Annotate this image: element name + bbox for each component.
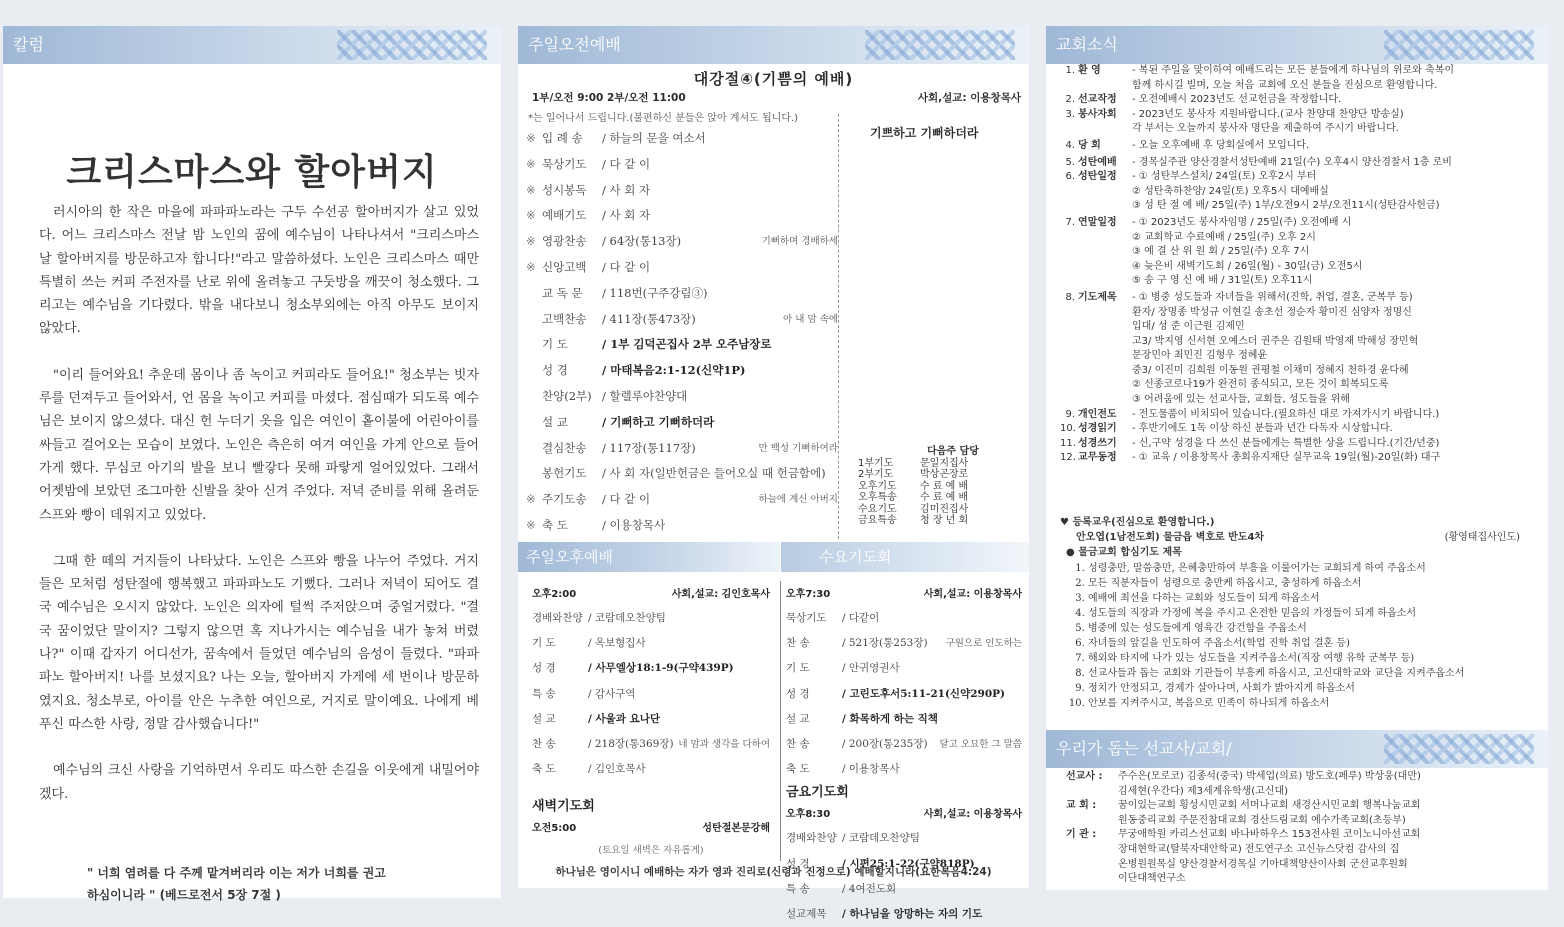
mission-names: 장대현학교(탈북자대안학교) 전도연구소 고신뉴스닷컴 감사의 집	[1118, 843, 1400, 855]
news-item	[1060, 64, 1540, 79]
hymn-title: 하늘에 계신 아버지	[758, 494, 838, 506]
mission-category: 기 관 :	[1066, 829, 1097, 841]
order-label: 결심찬송	[542, 440, 587, 455]
registration-entry: 안오엽(1남전도회) 물금읍 벽호로 반도4차	[1076, 531, 1265, 543]
column-panel	[3, 26, 501, 902]
essay-paragraph: 그때 한 떼의 거지들이 나타났다. 노인은 스프와 빵을 나누어 주었다. 거지들은 모처럼 성탄절에 행복했고 파파파노도 기뻤다. 그러나 저녁이 되어도 결국 예수님은 오시지 않았다. 노인은 의자에 털썩 주저앉으며 중얼거렸다. "결국 꿈이었단 말이지? 그렇지 않으면 혹 지나가시는 예수님을 내가 놓쳐 버렸나?" 이때 갑자기 어디선가, 꿈속에서 들었던 예수님의 음성이 들렸다. "파파파노 할아버지! 나를 보셨지요? 나는 오늘, 할아버지 가게에 세 번이나 방문하였지요. 청소부로, 아이를 안은 누추한 여인으로, 거지로 말이예요. 나에게 베푸신 따스한 사랑, 정말 감사했습니다!"	[39, 553, 479, 732]
order-row	[526, 410, 838, 436]
order-label: 주기도송	[542, 492, 587, 507]
order-value: / 감사구역	[588, 687, 636, 700]
order-value: / 김인호목사	[588, 763, 646, 776]
morning-service-leader: 사회,설교: 이용창목사	[917, 92, 1021, 104]
news-item	[1060, 139, 1540, 154]
news-key: 기도제목	[1078, 291, 1117, 303]
prayer-item: 3. 예배에 최선을 다하는 교회와 성도들이 되게 하옵소서	[1088, 591, 1540, 606]
news-number: 4.	[1065, 139, 1075, 151]
wednesday-service-header	[781, 542, 1029, 572]
order-row	[532, 732, 770, 757]
news-subline: 문장민아 최민진 김형우 정혜윤	[1132, 350, 1268, 362]
order-value: / 마태복음2:1-12(신약1P)	[602, 363, 746, 378]
prayer-item: 1. 성령충만, 말씀충만, 은혜충만하여 부흥을 이룰어가는 교회되게 하여 주옵소서	[1088, 561, 1540, 576]
friday-leader: 사회,설교: 이용창목사	[923, 809, 1022, 821]
column-title: 크리스마스와 할아버지	[66, 152, 438, 193]
news-key: 봉사자회	[1078, 108, 1117, 120]
news-number: 3.	[1065, 108, 1075, 120]
order-value: / 118번(구주강림③)	[602, 285, 708, 300]
order-label: 교 독 문	[542, 285, 583, 300]
order-row	[532, 606, 770, 631]
order-label: 기 도	[786, 662, 810, 675]
prayer-item: 8. 선교사들과 돕는 교회와 기관들이 부흥케 하옵시고, 고신대학교와 교단을 지켜주옵소서	[1088, 666, 1540, 681]
order-label: 특 송	[786, 882, 810, 895]
order-value: / 4여전도회	[842, 882, 897, 895]
hymn-title: 아 내 맘 속에	[783, 313, 838, 325]
order-label: 찬 송	[532, 737, 556, 750]
order-value: / 이용창목사	[602, 517, 666, 532]
news-key: 성경읽기	[1078, 423, 1117, 435]
news-list	[1060, 64, 1540, 466]
afternoon-order	[532, 584, 770, 856]
news-text: - 오늘 오후예배 후 당회실에서 모입니다.	[1132, 139, 1310, 151]
standing-note: *는 일어나서 드립니다.(불편하신 분들은 앉아 계셔도 됩니다.)	[528, 113, 799, 124]
order-label: 경배와찬양	[786, 832, 837, 845]
order-label: 봉헌기도	[542, 466, 587, 481]
mission-names: 온병원원목실 양산경찰서경목실 기아대책양산이사회 군선교후원회	[1118, 858, 1408, 870]
mission-category	[1066, 858, 1118, 873]
order-row	[786, 732, 1022, 757]
order-row	[532, 682, 770, 707]
diamond-pattern-decoration	[337, 30, 487, 60]
mission-category: 교 회 :	[1066, 800, 1097, 812]
news-item	[1060, 156, 1540, 171]
order-row	[526, 332, 838, 358]
news-text: - ① 병중 성도들과 자녀들을 위해서(진학, 취업, 결혼, 군복무 등)	[1132, 291, 1413, 303]
news-number: 10.	[1060, 423, 1076, 435]
duty-row	[858, 481, 1018, 493]
order-value: / 다 같 이	[602, 492, 651, 507]
mission-names: 꿈이있는교회 횡성시민교회 서머나교회 새경산시민교회 행복나눔교회	[1118, 800, 1421, 812]
wednesday-service-header-label: 수요기도회	[819, 548, 892, 566]
dawn-prayer-title: 새벽기도회	[532, 799, 595, 815]
news-text: - 경목실주관 양산경찰서성탄예배 21일(수) 오후4시 양산경찰서 1층 로비	[1132, 156, 1452, 168]
prayer-list	[1088, 561, 1540, 711]
order-value: / 기뻐하고 기뻐하더라	[602, 414, 715, 429]
news-subline: 함께 하시길 빌며, 오늘 처음 교회에 오신 분들을 진심으로 환영합니다.	[1132, 79, 1438, 91]
order-value: / 사무엘상18:1-9(구약439P)	[588, 662, 734, 675]
order-value: / 117장(통117장)	[602, 440, 696, 455]
mission-row	[1066, 858, 1536, 873]
order-row	[786, 877, 1022, 902]
news-subline: ③ 성 탄 절 예 배/ 25일(주) 1부/오전9시 2부/오전11시(성탄감사헌금)	[1132, 200, 1440, 212]
order-row	[526, 436, 838, 462]
news-key: 개인전도	[1078, 408, 1117, 420]
news-text: - 전도물품이 비치되어 있습니다.(필요하신 대로 가져가시기 바랍니다.)	[1132, 408, 1440, 420]
duty-person: 청 장 년 회	[920, 515, 969, 526]
column-essay	[39, 201, 479, 829]
mission-row	[1066, 770, 1536, 785]
order-label: 입 례 송	[542, 131, 583, 145]
news-item	[1060, 437, 1540, 452]
duty-person: 수 료 예 배	[920, 480, 969, 492]
order-row	[526, 152, 838, 178]
registration-and-prayer	[1060, 516, 1540, 711]
prayer-item: 5. 병중에 있는 성도들에게 영육간 강건함을 주옵소서	[1088, 621, 1540, 636]
news-number: 12.	[1060, 452, 1076, 464]
order-label: 축 도	[786, 763, 810, 776]
order-row	[526, 229, 838, 255]
essay-paragraph: 러시아의 한 작은 마을에 파파파노라는 구두 수선공 할아버지가 살고 있었다. 어느 크리스마스 전날 밤 노인의 꿈에 예수님이 나타나셔서 "크리스마스 날 할아버지를 방문하고자 합니다!"라고 말씀하셨다. 노인은 크리스마스 때만 특별히 쓰는 커피 주전자를 난로 위에 올려놓고 구둣방을 깨끗이 청소했다. 그리고는 예수님을 기다렸다. 밖을 내다보니 청소부외에는 아직 아무도 보이지 않았다.	[39, 205, 479, 337]
order-label: 찬 송	[786, 637, 810, 650]
standing-mark: ※	[526, 517, 536, 532]
registration-entry-row	[1060, 531, 1540, 546]
standing-mark: ※	[526, 131, 536, 145]
missions-header	[1046, 730, 1548, 768]
news-header	[1046, 26, 1548, 64]
order-value: / 코람데오찬양팀	[842, 832, 920, 845]
essay-paragraph: 예수님의 크신 사랑을 기억하면서 우리도 따스한 손길을 이웃에게 내밀어야겠다.	[39, 763, 479, 802]
news-subline: 입대/ 성 준 이근원 김제민	[1132, 321, 1245, 333]
mission-category	[1066, 785, 1118, 800]
duty-role: 1부기도	[858, 457, 894, 469]
standing-mark: ※	[526, 259, 536, 274]
standing-mark: ※	[526, 182, 536, 197]
afternoon-time: 오후2:00	[532, 589, 577, 600]
order-value: / 화목하게 하는 직책	[842, 712, 938, 725]
news-text: - 신,구약 성경을 다 쓰신 분들에게는 특별한 상을 드립니다.(기간/년중)	[1132, 437, 1440, 449]
order-value: / 할렐루야찬양대	[602, 388, 688, 403]
wednesday-leader: 사회,설교: 이용창목사	[923, 589, 1022, 600]
essay-paragraph: "이리 들어와요! 추운데 몸이나 좀 녹이고 커피라도 들어요!" 청소부는 빗자루를 던져두고 들어와서, 언 몸을 녹이고 커피를 마셨다. 점심때가 되도록 예수님은 보이지 않으셨다. 대신 헌 누더기 옷을 입은 여인이 홑이불에 어린아이를 싸들고 걸어오는 모습이 보였다. 노인은 측은히 여겨 여인을 가게 안으로 들어가게 했다. 무심코 아기의 발을 보니 빨갛다 못해 파랗게 얼어있었다. 그래서 어젯밤에 보았던 조그마한 신발을 찾아 신겨 주었다. 저녁 준비를 위해 올려둔 스프와 빵이 데워지고 있었다.	[39, 367, 479, 523]
registration-title: ♥ 등록교우(진심으로 환영합니다.)	[1060, 517, 1215, 528]
duty-row	[858, 492, 1018, 504]
news-number: 1.	[1065, 65, 1075, 76]
order-label: 기 도	[542, 337, 568, 352]
duty-row	[858, 469, 1018, 481]
order-value: / 218장(통369장)	[588, 737, 674, 750]
news-subline: ③ 어려움에 있는 선교사들, 교회들, 성도들을 위해	[1132, 394, 1350, 406]
news-text: - 복된 주일을 맞이하여 예배드리는 모든 분들에게 하나님의 위로와 축복이	[1132, 65, 1455, 76]
news-item	[1060, 291, 1540, 306]
mission-row	[1066, 814, 1536, 829]
dawn-meta	[532, 818, 770, 840]
news-text: - ① 2023년도 봉사자임명 / 25일(주) 오전예배 시	[1132, 216, 1352, 228]
news-subline: ⑤ 송 구 영 신 예 배 / 31일(토) 오후11시	[1132, 275, 1313, 287]
news-item	[1060, 108, 1540, 123]
duty-person: 김미진집사	[920, 503, 969, 515]
news-item	[1060, 408, 1540, 423]
order-label: 기 도	[532, 637, 556, 650]
mission-category: 선교사 :	[1066, 771, 1103, 782]
news-subline: ③ 예 결 산 위 원 회 / 25일(주) 오후 7시	[1132, 246, 1310, 258]
friday-meta	[786, 804, 1022, 826]
morning-service-header-label: 주일오전예배	[528, 35, 621, 54]
column-divider	[780, 581, 781, 861]
mission-row	[1066, 828, 1536, 843]
order-row	[526, 203, 838, 229]
order-label: 성 경	[786, 857, 810, 870]
mission-row	[1066, 785, 1536, 800]
news-key: 선교작정	[1078, 94, 1117, 106]
duty-role: 수요기도	[858, 503, 897, 515]
news-subline: ② 신종코로나19가 완전히 종식되고, 모든 것이 회복되도록	[1132, 379, 1389, 391]
order-label: 고백찬송	[542, 311, 587, 326]
order-value: / 고린도후서5:11-21(신약290P)	[842, 687, 1006, 700]
morning-service-header	[518, 26, 1029, 64]
hymn-title: 만 백성 기뻐하여라	[758, 442, 838, 454]
prayer-item: 2. 모든 직분자들이 성령으로 충만케 하옵시고, 충성하게 하옵소서	[1088, 576, 1540, 591]
morning-service-times: 1부/오전 9:00 2부/오전 11:00	[532, 92, 686, 104]
duty-person: 박상곤장로	[920, 469, 969, 480]
order-label: 영광찬송	[542, 234, 587, 249]
order-label: 축 도	[532, 763, 556, 776]
hymn-title: 달고 오묘한 그 말씀	[939, 738, 1022, 750]
news-number: 5.	[1065, 156, 1075, 168]
news-text: - 후반기에도 1독 이상 하신 분들과 년간 다독자 시상합니다.	[1132, 423, 1393, 435]
mission-category	[1066, 872, 1118, 887]
sermon-side-title: 기쁘하고 기뻐하더라	[870, 126, 979, 140]
standing-mark: ※	[526, 234, 536, 249]
order-value: / 사 회 자(일반헌금은 들어오실 때 헌금함에)	[602, 466, 826, 481]
news-item	[1060, 93, 1540, 108]
diamond-pattern-decoration	[1384, 30, 1534, 60]
next-week-duty	[858, 446, 1018, 527]
mission-names: 무궁애학원 카리스선교회 바나바하우스 153전사원 코이노니아선교회	[1118, 829, 1421, 841]
order-row	[526, 126, 838, 152]
order-label: 성 경	[542, 363, 568, 378]
order-row	[786, 656, 1022, 681]
hymn-title: 기뻐하며 경배하세	[761, 236, 838, 248]
news-number: 7.	[1065, 216, 1075, 228]
mission-names: 이단대책연구소	[1118, 873, 1186, 885]
dawn-time: 오전5:00	[532, 823, 577, 835]
worship-panel	[518, 26, 1029, 920]
news-key: 연말일정	[1078, 216, 1117, 228]
duty-person: 수 료 예 배	[920, 492, 969, 503]
prayer-item: 9. 정치가 안정되고, 경제가 살아나며, 사회가 밝아지게 하옵소서	[1088, 681, 1540, 696]
duty-row	[858, 504, 1018, 516]
friday-time: 오후8:30	[786, 809, 831, 821]
duty-row	[858, 515, 1018, 527]
bible-quote-line: 하심이니라 " (베드로전서 5장 7절 )	[87, 888, 281, 902]
order-row	[526, 358, 838, 384]
duty-row	[858, 458, 1018, 470]
news-item	[1060, 451, 1540, 466]
news-subline: ② 교회학교 수료예배 / 25일(주) 오후 2시	[1132, 231, 1316, 243]
bible-quote-line: " 너희 염려를 다 주께 맡겨버리라 이는 저가 너희를 권고	[87, 866, 386, 880]
duty-title: 다음주 담당	[927, 446, 979, 457]
news-key: 교무동정	[1078, 452, 1117, 464]
afternoon-meta	[532, 584, 770, 606]
friday-prayer-title: 금요기도회	[786, 785, 849, 801]
order-value: / 다 같 이	[602, 259, 651, 274]
order-label: 묵상기도	[542, 156, 587, 171]
news-subline: 환자/ 장명종 박성규 이현길 송초선 정순자 황미진 심양자 정명신	[1132, 306, 1412, 318]
news-number: 6.	[1065, 171, 1075, 183]
column-header-label: 칼럼	[13, 35, 44, 54]
order-row	[532, 656, 770, 681]
order-label: 설 교	[786, 712, 810, 725]
order-row	[526, 461, 838, 487]
column-header	[3, 26, 501, 64]
mission-names: 주수은(모로코) 김종석(중국) 박세업(의료) 방도호(페루) 박상웅(대만)	[1118, 771, 1421, 782]
dawn-sermon: 성탄절본문강해	[702, 823, 770, 835]
order-value: / 하늘의 문을 여소서	[602, 131, 706, 145]
news-text: - ① 교육 / 이용창목사 총회유지재단 실무교육 19일(월)-20일(화) 대구	[1132, 452, 1441, 464]
order-row	[786, 757, 1022, 782]
duty-role: 금요특송	[858, 515, 897, 526]
order-value: / 다같이	[842, 612, 880, 624]
news-key: 성탄일정	[1078, 171, 1117, 183]
missions-header-label: 우리가 돕는 선교사/교회/	[1056, 739, 1232, 758]
dashed-divider	[838, 114, 839, 539]
diamond-pattern-decoration	[1384, 734, 1534, 764]
order-value: / 사울과 요나단	[588, 712, 661, 725]
order-label: 축 도	[542, 517, 568, 532]
bible-quote	[87, 862, 487, 906]
news-subline: ② 성탄축하찬양/ 24일(토) 오후5시 대예배실	[1132, 185, 1329, 197]
news-number: 9.	[1065, 408, 1075, 420]
order-value: / 안귀영권사	[842, 662, 900, 675]
order-value: / 64장(통13장)	[602, 234, 682, 249]
registration-guide: (황영태집사인도)	[1444, 531, 1520, 543]
order-row	[526, 281, 838, 307]
mission-names: 김세현(우간다) 제3세계유학생(고신대)	[1118, 785, 1289, 797]
footer-verse: 하나님은 영이시니 예배하는 자가 영과 진리로(신령과 진정으로) 예배할지니라(요한복음4:24)	[555, 866, 992, 878]
duty-role: 오후기도	[858, 480, 897, 492]
prayer-item: 4. 성도들의 직장과 가정에 복을 주시고 온전한 믿음의 가정들이 되게 하옵소서	[1088, 606, 1540, 621]
order-row	[526, 487, 838, 513]
order-row	[532, 757, 770, 782]
order-row	[526, 384, 838, 410]
order-row	[786, 902, 1022, 927]
order-value: / 200장(통235장)	[842, 737, 928, 750]
morning-service-title: 대강절④(기쁨의 예배)	[693, 70, 854, 88]
order-row	[786, 631, 1022, 656]
mission-row	[1066, 872, 1536, 887]
order-row	[526, 178, 838, 204]
wednesday-time: 오후7:30	[786, 589, 831, 600]
order-label: 설 교	[542, 414, 568, 429]
mission-row	[1066, 799, 1536, 814]
order-label: 설 교	[532, 712, 556, 725]
prayer-title: ● 물금교회 합심기도 제목	[1066, 547, 1182, 558]
order-row	[526, 513, 838, 539]
order-row	[786, 826, 1022, 851]
order-value: / 이용창목사	[842, 763, 900, 776]
order-value: / 521장(통253장)	[842, 637, 928, 650]
order-label: 찬 송	[786, 737, 810, 750]
order-value: / 시편25:1-22(구약818P)	[842, 857, 975, 870]
duty-role: 오후특송	[858, 492, 897, 503]
news-number: 8.	[1065, 291, 1075, 303]
order-row	[526, 307, 838, 333]
order-label: 성 경	[532, 662, 556, 675]
order-value: / 1부 김덕곤집사 2부 오주남장로	[602, 337, 772, 352]
hymn-title: 구원으로 인도하는	[945, 638, 1022, 650]
news-header-label: 교회소식	[1056, 35, 1118, 54]
order-row	[526, 255, 838, 281]
order-label: 경배와찬양	[532, 612, 583, 624]
order-value: / 사 회 자	[602, 208, 651, 223]
order-row	[786, 682, 1022, 707]
news-item	[1060, 216, 1540, 231]
mission-category	[1066, 814, 1118, 829]
news-text: - ① 성탄부스설치/ 24일(토) 오후2시 부터	[1132, 171, 1317, 183]
order-row	[532, 631, 770, 656]
order-label: 찬양(2부)	[542, 388, 592, 403]
order-label: 성 경	[786, 687, 810, 700]
duty-role: 2부기도	[858, 469, 894, 480]
order-row	[786, 606, 1022, 631]
news-number: 2.	[1065, 94, 1075, 106]
order-label: 성시봉독	[542, 182, 587, 197]
prayer-item: 6. 자녀들의 앞길을 인도하여 주옵소서(학업 진학 취업 결혼 등)	[1088, 636, 1540, 651]
mission-category	[1066, 843, 1118, 858]
news-subline: 중3/ 이진미 김희원 이동원 권평철 이채미 정혜지 천하경 윤다혜	[1132, 364, 1409, 376]
dawn-note: (토요일 새벽은 자유롭게)	[598, 845, 704, 857]
order-value: / 다 같 이	[602, 156, 651, 171]
news-panel	[1046, 26, 1548, 890]
order-row	[532, 707, 770, 732]
missions-list	[1066, 770, 1536, 887]
morning-order-list	[526, 126, 838, 539]
order-value: / 옥보형집사	[588, 637, 646, 650]
afternoon-service-header: 주일오후예배	[518, 542, 780, 572]
news-text: - 2023년도 봉사자 지원바랍니다.(교사 찬양대 찬양단 방송실)	[1132, 108, 1404, 120]
duty-person: 문일지집사	[920, 457, 969, 469]
afternoon-leader: 사회,설교: 김인호목사	[671, 589, 770, 600]
news-key: 당 회	[1078, 139, 1101, 151]
standing-mark: ※	[526, 492, 536, 507]
order-value: / 사 회 자	[602, 182, 651, 197]
standing-mark: ※	[526, 156, 536, 171]
mission-names: 원동중리교회 주문진참대교회 경산드림교회 예수가족교회(초등부)	[1118, 814, 1406, 826]
news-text: - 오전예배시 2023년도 선교헌금을 작정합니다.	[1132, 94, 1342, 106]
mission-row	[1066, 843, 1536, 858]
order-label: 묵상기도	[786, 612, 827, 624]
prayer-item: 7. 해외와 타지에 나가 있는 성도들을 지켜주옵소서(직장 여행 유학 군복무 등)	[1088, 651, 1540, 666]
news-key: 성경쓰기	[1078, 437, 1117, 449]
news-subline: 각 부서는 오늘까지 봉사자 명단을 제출하여 주시기 바랍니다.	[1132, 123, 1399, 135]
prayer-item: 10. 안보를 지켜주시고, 복음으로 민족이 하나되게 하옵소서	[1088, 696, 1540, 711]
news-number: 11.	[1060, 437, 1076, 449]
order-value: / 411장(통473장)	[602, 311, 696, 326]
news-key: 성탄예배	[1078, 156, 1117, 168]
order-label: 신앙고백	[542, 259, 587, 274]
news-subline: ④ 늦은비 새벽기도회 / 26일(월) - 30일(금) 오전5시	[1132, 260, 1363, 272]
news-subline: 고3/ 박지영 신서현 오예스더 권주은 김원태 박영재 박해성 장민혁	[1132, 335, 1419, 347]
standing-mark: ※	[526, 208, 536, 223]
order-value: / 하나님을 앙망하는 자의 기도	[842, 907, 983, 920]
news-item	[1060, 170, 1540, 185]
diamond-pattern-decoration	[865, 30, 1015, 60]
order-label: 예배기도	[542, 208, 587, 223]
hymn-title: 네 맘과 생각을 다하여	[678, 738, 770, 750]
wednesday-meta	[786, 584, 1022, 606]
order-value: / 코람데오찬양팀	[588, 612, 666, 624]
order-row	[786, 707, 1022, 732]
order-label: 특 송	[532, 687, 556, 700]
order-label: 설교제목	[786, 907, 827, 920]
news-key: 환 영	[1078, 65, 1101, 76]
news-item	[1060, 422, 1540, 437]
